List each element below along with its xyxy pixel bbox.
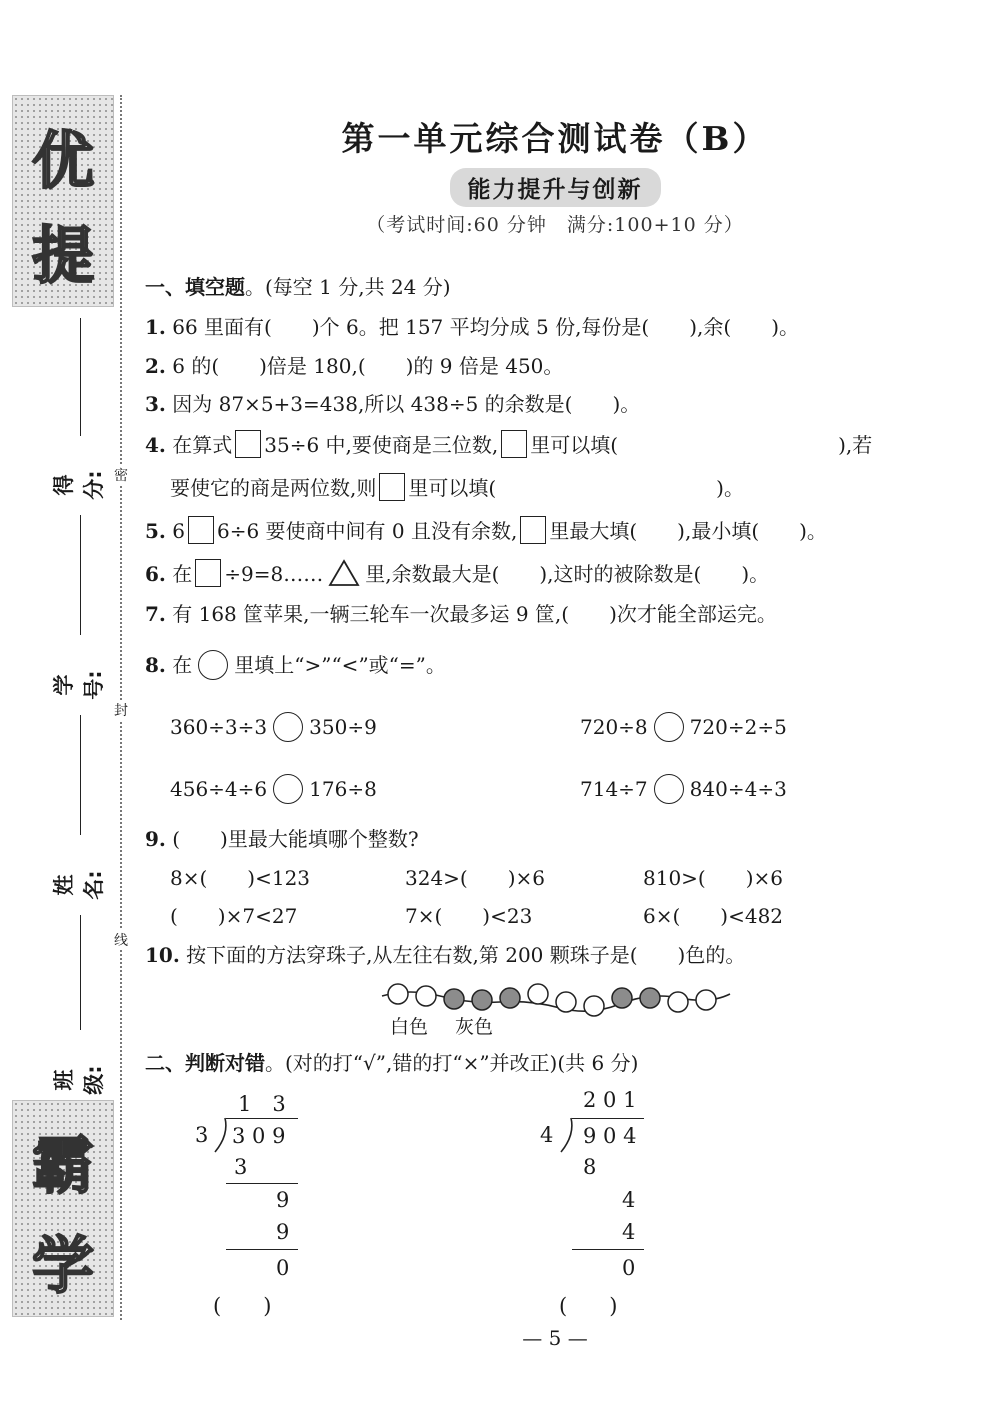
inequality-item[interactable]: 6×( )<482 (643, 904, 784, 928)
divisor: 4 (540, 1123, 554, 1147)
section2-heading-line (145, 1049, 638, 1077)
white-bead (696, 990, 716, 1010)
question-number: 8. (145, 653, 166, 677)
quotient: 2 0 1 (583, 1088, 637, 1112)
question-text: 里,余数最大是( ),这时的被除数是( )。 (365, 562, 770, 586)
answer-box[interactable] (520, 516, 546, 544)
gray-bead (500, 988, 520, 1008)
question-number: 2. (145, 354, 166, 378)
question-number: 5. (145, 519, 166, 543)
question-5 (145, 516, 827, 545)
bead-label-white: 白色 (390, 1016, 429, 1038)
side-char: 霸 (31, 1129, 94, 1202)
page-title: 第一单元综合测试卷（B） (341, 119, 769, 158)
name-field-line[interactable] (80, 915, 81, 1030)
side-char: 优 (31, 124, 94, 197)
question-6 (145, 559, 769, 588)
field-score-label: 得分: (52, 470, 106, 500)
compare-left: 720÷8 (580, 715, 648, 739)
field-student-id-label: 学号: (52, 670, 106, 700)
compare-item (580, 774, 787, 804)
score-field-line[interactable] (80, 515, 81, 635)
compare-circle[interactable] (654, 712, 684, 742)
question-4-cont (170, 473, 744, 502)
side-decoration-bottom (12, 1100, 114, 1317)
division-bracket-icon (213, 1117, 229, 1153)
gray-bead (612, 988, 632, 1008)
compare-circle[interactable] (273, 774, 303, 804)
field-class-label: 班级: (52, 1065, 106, 1095)
question-text: 里可以填( ),若 (530, 433, 873, 457)
white-bead (668, 992, 688, 1012)
compare-left: 456÷4÷6 (170, 777, 268, 801)
section2-note: 。(对的打“√”,错的打“×”并改正)(共 6 分) (265, 1051, 639, 1075)
question-number: 3. (145, 392, 166, 416)
question-text: 里填上“>”“<”或“=”。 (234, 653, 446, 677)
compare-right: 720÷2÷5 (689, 715, 787, 739)
step-line (226, 1183, 298, 1184)
step: 4 (622, 1188, 636, 1212)
seal-char: 线 (112, 930, 130, 950)
remainder: 0 (622, 1256, 636, 1280)
triangle-icon[interactable] (328, 559, 360, 587)
question-text: 里可以填( )。 (408, 476, 744, 500)
question-text: 6 (172, 519, 185, 543)
gray-bead (444, 989, 464, 1009)
section1-note: 。(每空 1 分,共 24 分) (245, 275, 451, 299)
dividend: 9 0 4 (583, 1124, 637, 1148)
step-line (226, 1249, 298, 1250)
step: 4 (622, 1220, 636, 1244)
answer-box[interactable] (188, 516, 214, 544)
compare-left: 360÷3÷3 (170, 715, 268, 739)
question-text: 有 168 筐苹果,一辆三轮车一次最多运 9 筐,( )次才能全部运完。 (172, 602, 777, 626)
question-text: 里最大填( ),最小填( )。 (549, 519, 827, 543)
question-3 (145, 390, 640, 418)
white-bead (528, 984, 548, 1004)
question-text: 要使它的商是两位数,则 (170, 476, 377, 500)
bead-label-gray: 灰色 (455, 1016, 494, 1038)
question-1 (145, 313, 799, 341)
section1-heading-line (145, 273, 451, 301)
question-number: 10. (145, 943, 180, 967)
subtitle-wrap (0, 168, 1000, 207)
question-number: 7. (145, 602, 166, 626)
compare-right: 176÷8 (309, 777, 377, 801)
question-text: 66 里面有( )个 6。把 157 平均分成 5 份,每份是( ),余( )。 (172, 315, 799, 339)
question-text: 35÷6 中,要使商是三位数, (264, 433, 499, 457)
step: 8 (583, 1155, 597, 1179)
inequality-item[interactable]: ( )×7<27 (170, 904, 298, 928)
remainder: 0 (276, 1256, 290, 1280)
question-7 (145, 600, 777, 628)
gray-bead (640, 988, 660, 1008)
side-char: 学 (31, 1229, 94, 1302)
circle-icon (198, 650, 228, 680)
step: 9 (276, 1188, 290, 1212)
compare-circle[interactable] (273, 712, 303, 742)
question-text: 6÷6 要使商中间有 0 且没有余数, (216, 519, 518, 543)
question-number: 6. (145, 562, 166, 586)
question-9 (145, 825, 419, 853)
question-number: 9. (145, 827, 166, 851)
compare-right: 840÷4÷3 (689, 777, 787, 801)
answer-box[interactable] (195, 559, 221, 587)
judge-answer[interactable]: ( ) (559, 1294, 618, 1318)
question-text: 在算式 (172, 433, 233, 457)
student-id-field-line[interactable] (80, 715, 81, 835)
section2-heading: 二、判断对错 (145, 1051, 265, 1075)
question-4 (145, 430, 872, 459)
seal-char: 封 (112, 700, 130, 720)
question-text: 按下面的方法穿珠子,从左往右数,第 200 颗珠子是( )色的。 (186, 943, 746, 967)
step: 9 (276, 1220, 290, 1244)
quotient: 1 3 (238, 1092, 286, 1116)
compare-item (580, 712, 787, 742)
division-bar (226, 1118, 298, 1119)
question-2 (145, 352, 563, 380)
inequality-item[interactable]: 7×( )<23 (405, 904, 533, 928)
side-char: 提 (31, 219, 94, 292)
dividend: 3 0 9 (232, 1124, 286, 1148)
compare-item (170, 774, 377, 804)
question-text: ÷9=8…… (224, 562, 324, 586)
question-text: 在 (172, 562, 193, 586)
field-name-label: 姓名: (52, 870, 106, 900)
compare-item (170, 712, 377, 742)
compare-right: 350÷9 (309, 715, 377, 739)
answer-box[interactable] (379, 473, 405, 501)
question-text: 因为 87×5+3=438,所以 438÷5 的余数是( )。 (172, 392, 641, 416)
seal-char: 密 (112, 465, 130, 485)
inequality-item[interactable]: 324>( )×6 (405, 866, 546, 890)
step-line (572, 1249, 644, 1250)
answer-box[interactable] (235, 430, 261, 458)
inequality-item[interactable]: 8×( )<123 (170, 866, 311, 890)
question-text: 在 (172, 653, 193, 677)
compare-circle[interactable] (654, 774, 684, 804)
white-bead (556, 992, 576, 1012)
step: 3 (234, 1155, 248, 1179)
subtitle-badge: 能力提升与创新 (450, 168, 661, 207)
question-text: ( )里最大能填哪个整数? (172, 827, 419, 851)
section1-heading: 一、填空题 (145, 275, 245, 299)
inequality-item[interactable]: 810>( )×6 (643, 866, 784, 890)
division-bracket-icon (559, 1117, 575, 1153)
gray-bead (472, 990, 492, 1010)
question-number: 4. (145, 433, 166, 457)
question-10 (145, 941, 745, 969)
divisor: 3 (195, 1123, 209, 1147)
white-bead (416, 986, 436, 1006)
compare-left: 714÷7 (580, 777, 648, 801)
judge-answer[interactable]: ( ) (213, 1294, 272, 1318)
white-bead (584, 996, 604, 1016)
bead-string (380, 982, 740, 1026)
question-8 (145, 650, 446, 680)
field-line (80, 318, 81, 436)
page-number: — 5 — (522, 1326, 588, 1350)
question-number: 1. (145, 315, 166, 339)
division-bar (572, 1118, 644, 1119)
question-text: 6 的( )倍是 180,( )的 9 倍是 450。 (172, 354, 564, 378)
answer-box[interactable] (501, 430, 527, 458)
white-bead (388, 984, 408, 1004)
exam-info: （考试时间:60 分钟 满分:100+10 分） (366, 214, 744, 236)
